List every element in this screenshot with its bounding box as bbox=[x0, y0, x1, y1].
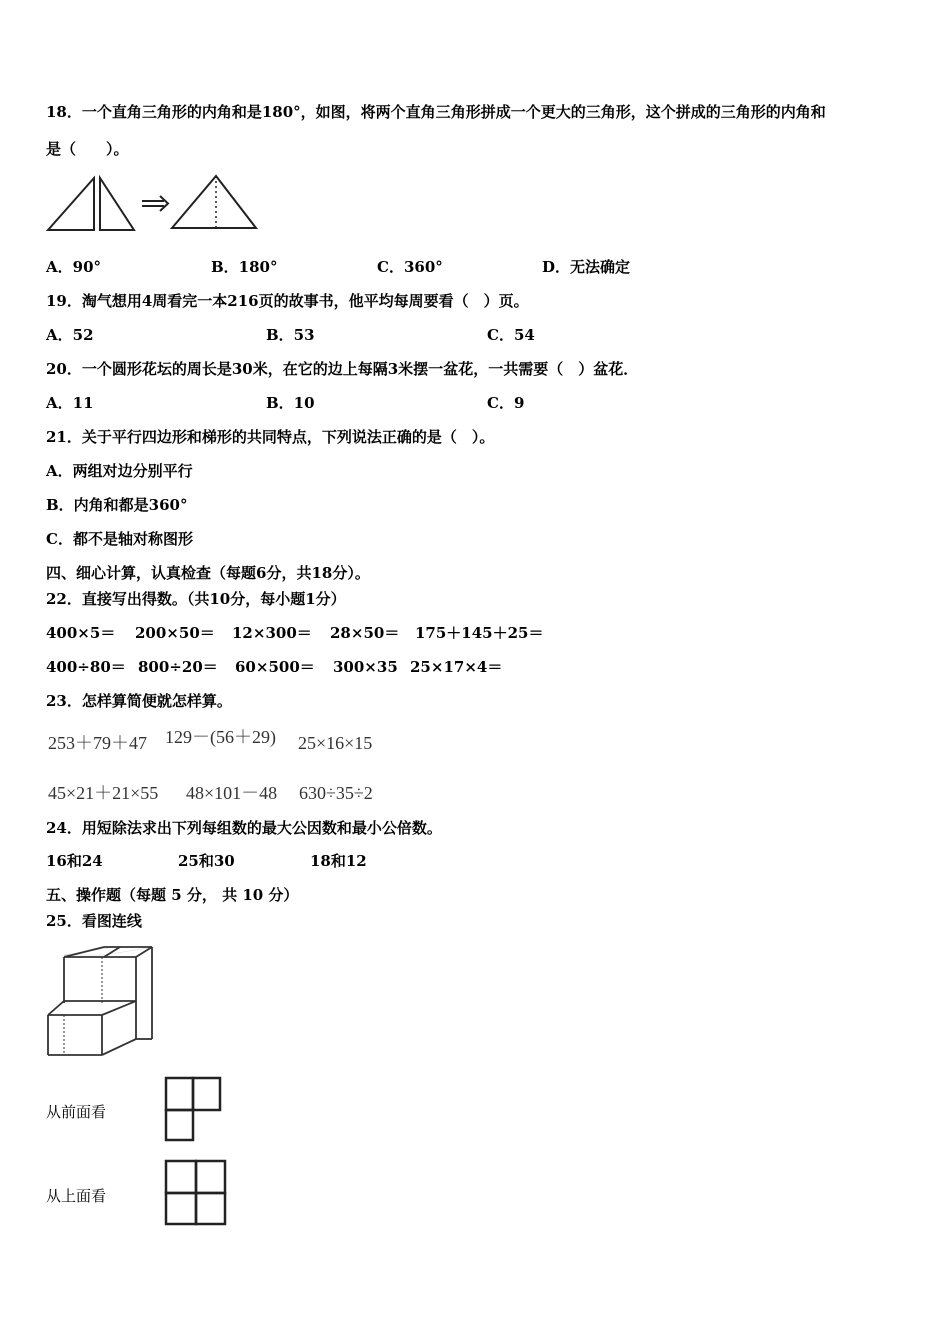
q22-expr-9: 300×35 bbox=[333, 658, 398, 676]
q22-expr-6: 400÷80＝ bbox=[46, 658, 126, 676]
q23-expr-3: 25×16×15 bbox=[298, 733, 373, 753]
q25-text: 25．看图连线 bbox=[46, 912, 142, 930]
q24-item-3: 18和12 bbox=[310, 852, 367, 870]
q22-expr-3: 12×300＝ bbox=[232, 624, 312, 642]
q21-option-b[interactable]: B．内角和都是360° bbox=[46, 496, 188, 514]
section4-title: 四、细心计算，认真检查（每题6分，共18分）。 bbox=[46, 564, 370, 582]
q22-expr-7: 800÷20＝ bbox=[138, 658, 218, 676]
q18-option-a[interactable]: A．90° bbox=[46, 258, 102, 276]
q25-top-label: 从上面看 bbox=[46, 1187, 107, 1205]
q18-option-c[interactable]: C．360° bbox=[377, 258, 443, 276]
q22-expr-8: 60×500＝ bbox=[235, 658, 315, 676]
cube-stack-figure bbox=[46, 943, 156, 1058]
q20-option-b[interactable]: B．10 bbox=[266, 394, 315, 412]
triangles-figure bbox=[46, 172, 261, 234]
right-triangle-right bbox=[100, 178, 134, 230]
q19-option-a[interactable]: A．52 bbox=[46, 326, 94, 344]
top-view-figure[interactable] bbox=[164, 1159, 228, 1227]
q21-option-a[interactable]: A．两组对边分别平行 bbox=[46, 462, 193, 480]
section5-title: 五、操作题（每题 5 分， 共 10 分） bbox=[46, 886, 299, 904]
q19-option-b[interactable]: B．53 bbox=[266, 326, 315, 344]
arrow-icon bbox=[142, 196, 168, 211]
q23-expr-6: 630÷35÷2 bbox=[299, 783, 373, 803]
q23-expr-5: 48×101－48 bbox=[186, 783, 278, 803]
right-triangle-left bbox=[48, 178, 94, 230]
q22-expr-5: 175＋145＋25＝ bbox=[415, 624, 544, 642]
q20-option-c[interactable]: C．9 bbox=[487, 394, 525, 412]
q22-text: 22．直接写出得数。（共10分，每小题1分） bbox=[46, 590, 346, 608]
q19-text: 19．淘气想用4周看完一本216页的故事书，他平均每周要看（ ）页。 bbox=[46, 292, 529, 310]
q22-expr-10: 25×17×4＝ bbox=[410, 658, 503, 676]
q20-option-a[interactable]: A．11 bbox=[46, 394, 94, 412]
q25-front-label: 从前面看 bbox=[46, 1103, 107, 1121]
q23-text: 23．怎样算简便就怎样算。 bbox=[46, 692, 232, 710]
combined-triangle bbox=[172, 176, 256, 228]
q23-expr-2: 129－(56＋29) bbox=[165, 727, 276, 747]
q22-expr-2: 200×50＝ bbox=[135, 624, 215, 642]
q18-text-line1: 18．一个直角三角形的内角和是180°，如图，将两个直角三角形拼成一个更大的三角形，这个拼成的三角形的内角和 bbox=[46, 103, 826, 121]
q23-expr-1: 253＋79＋47 bbox=[48, 733, 147, 753]
front-view-figure[interactable] bbox=[164, 1076, 224, 1142]
q24-item-1: 16和24 bbox=[46, 852, 103, 870]
q23-expr-4: 45×21＋21×55 bbox=[48, 783, 159, 803]
q22-expr-4: 28×50＝ bbox=[330, 624, 400, 642]
q24-item-2: 25和30 bbox=[178, 852, 235, 870]
q24-text: 24．用短除法求出下列每组数的最大公因数和最小公倍数。 bbox=[46, 819, 442, 837]
q21-text: 21．关于平行四边形和梯形的共同特点，下列说法正确的是（ ）。 bbox=[46, 428, 495, 446]
q22-expr-1: 400×5＝ bbox=[46, 624, 116, 642]
q19-option-c[interactable]: C．54 bbox=[487, 326, 535, 344]
q18-option-b[interactable]: B．180° bbox=[211, 258, 278, 276]
q18-text-line2: 是（ ）。 bbox=[46, 140, 129, 158]
q21-option-c[interactable]: C．都不是轴对称图形 bbox=[46, 530, 193, 548]
q20-text: 20．一个圆形花坛的周长是30米，在它的边上每隔3米摆一盆花，一共需要（ ）盆花． bbox=[46, 360, 639, 378]
q18-option-d[interactable]: D．无法确定 bbox=[542, 258, 631, 276]
